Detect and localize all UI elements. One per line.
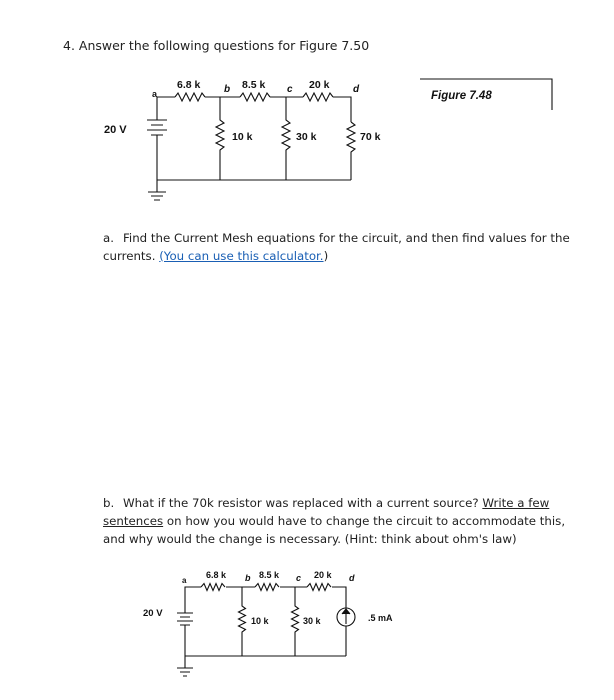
resistor-6.8k: [175, 93, 205, 101]
part-b-underlined: Write a few sentences: [103, 496, 550, 528]
node-a: a: [152, 89, 158, 99]
node2-d: d: [349, 573, 355, 583]
node2-b: b: [245, 573, 251, 583]
source-label: 20 V: [104, 124, 127, 136]
node2-a: a: [182, 576, 187, 585]
resistor-20k: [303, 93, 333, 101]
node-d: d: [353, 84, 360, 95]
ground-symbol-2: [177, 668, 193, 676]
battery-20v: [147, 120, 167, 135]
label2-30k: 30 k: [303, 616, 321, 626]
part-b-text1: What if the 70k resistor was replaced with a current source?: [123, 496, 479, 510]
node2-c: c: [296, 573, 302, 583]
label2-current: .5 mA: [368, 613, 393, 623]
resistor2-10k: [239, 587, 246, 656]
label-30k: 30 k: [296, 131, 317, 143]
part-b-letter: b.: [103, 496, 115, 510]
resistor2-20k: [307, 584, 331, 591]
node-c: c: [287, 84, 293, 95]
resistor-30k: [282, 97, 290, 180]
resistor2-30k: [292, 587, 299, 656]
label-10k: 10 k: [232, 131, 253, 143]
ground-symbol: [148, 192, 166, 200]
part-a-after: ): [323, 249, 329, 263]
battery2-20v: [177, 613, 193, 625]
resistor-10k: [216, 97, 224, 180]
label-20k: 20 k: [309, 79, 330, 91]
source2-label: 20 V: [143, 608, 163, 619]
resistor-70k: [347, 122, 355, 180]
calculator-link[interactable]: (You can use this calculator.: [159, 249, 324, 263]
label-8.5k: 8.5 k: [242, 79, 266, 91]
label2-10k: 10 k: [251, 616, 269, 626]
resistor2-6.8k: [201, 584, 225, 591]
label2-8.5k: 8.5 k: [259, 570, 280, 580]
part-a-text: Find the Current Mesh equations for the circuit, and then find values for the currents.: [103, 231, 570, 263]
part-a-letter: a.: [103, 231, 114, 245]
figure-label: Figure 7.48: [431, 90, 492, 102]
question-title: 4. Answer the following questions for Figure 7.50: [63, 38, 370, 53]
label2-20k: 20 k: [314, 570, 332, 580]
resistor-8.5k: [240, 93, 270, 101]
node-b: b: [224, 84, 231, 95]
resistor2-8.5k: [255, 584, 279, 591]
part-b-text2: on how you would have to change the circuit to accommodate this, and why would the change is necessary. (Hint: think about ohm's law): [103, 514, 566, 546]
label-6.8k: 6.8 k: [177, 79, 201, 91]
label-70k: 70 k: [360, 131, 381, 143]
label2-6.8k: 6.8 k: [206, 570, 227, 580]
